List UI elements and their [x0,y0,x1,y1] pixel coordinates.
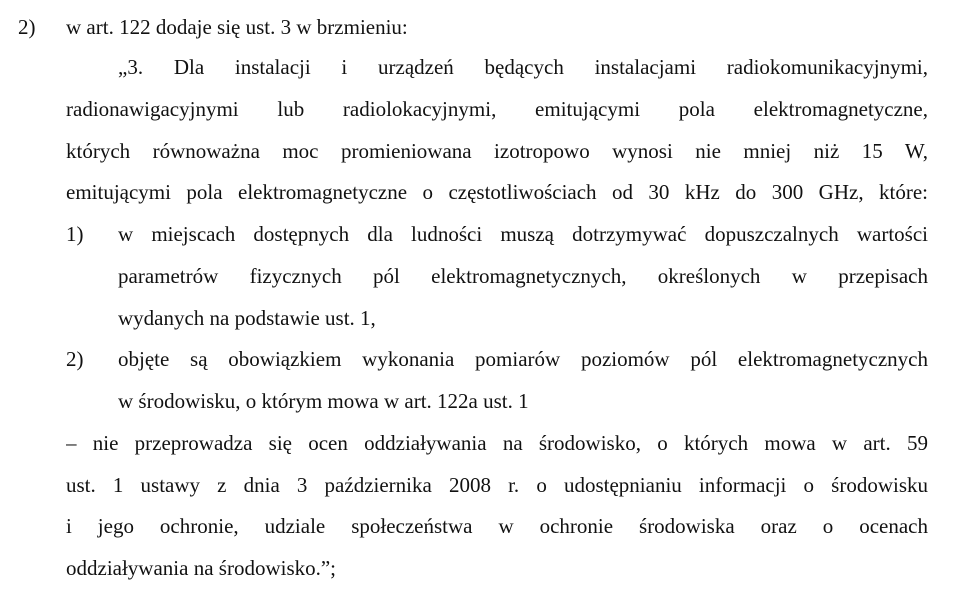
closing-line-3: i jego ochronie, udziale społeczeństwa w ochronie środowiska oraz o ocenach [66,514,928,538]
closing-line-1: – nie przeprowadza się ocen oddziaływania na środowisko, o których mowa w art. 59 [66,431,928,455]
point-2-number: 2) [66,347,84,371]
point-1-line-3: wydanych na podstawie ust. 1, [118,306,376,330]
point-1-line-2: parametrów fizycznych pól elektromagnetycznych, określonych w przepisach [118,264,928,288]
point-1-line-1: w miejscach dostępnych dla ludności muszą dotrzymywać dopuszczalnych wartości [118,222,928,246]
item-lead: w art. 122 dodaje się ust. 3 w brzmieniu: [66,15,408,39]
paragraph-line-1: „3. Dla instalacji i urządzeń będących instalacjami radiokomunikacyjnymi, [118,55,928,79]
closing-line-2: ust. 1 ustawy z dnia 3 października 2008 r. o udostępnianiu informacji o środowisku [66,473,928,497]
paragraph-line-2: radionawigacyjnymi lub radiolokacyjnymi, emitującymi pola elektromagnetyczne, [66,97,928,121]
paragraph-line-3: których równoważna moc promieniowana izotropowo wynosi nie mniej niż 15 W, [66,139,928,163]
item-number: 2) [18,15,36,39]
point-1-number: 1) [66,222,84,246]
point-2-line-2: w środowisku, o którym mowa w art. 122a ust. 1 [118,389,529,413]
closing-line-4: oddziaływania na środowisko.”; [66,556,337,580]
paragraph-line-4: emitującymi pola elektromagnetyczne o częstotliwościach od 30 kHz do 300 GHz, które: [66,180,928,204]
point-2-line-1: objęte są obowiązkiem wykonania pomiarów poziomów pól elektromagnetycznych [118,347,928,371]
